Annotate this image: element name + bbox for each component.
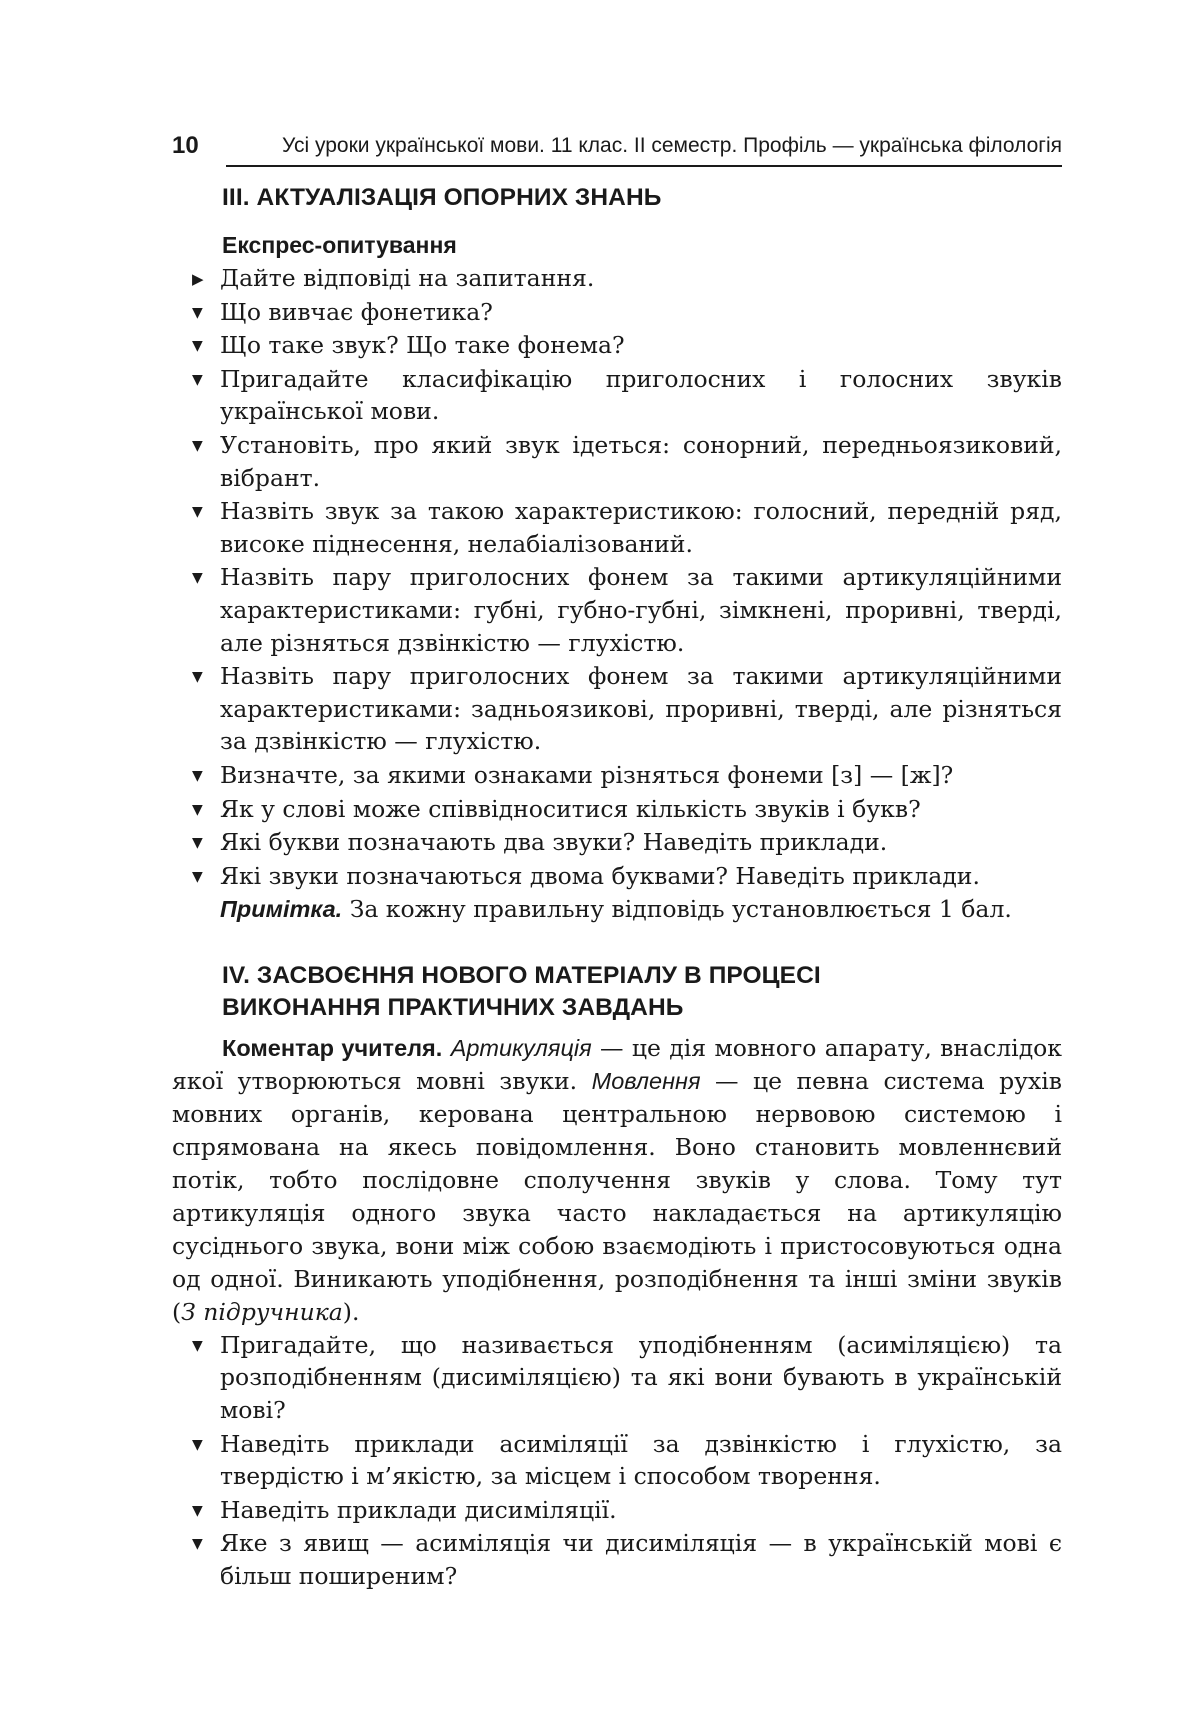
list-item <box>172 1527 1062 1592</box>
triangle-down-icon: ▼ <box>192 437 203 454</box>
list-item-text: Визначте, за якими ознаками різняться фонеми [з] — [ж]? <box>220 760 954 789</box>
list-item <box>172 1428 1062 1493</box>
list-item <box>172 262 1062 295</box>
teacher-comment-label: Коментар учителя. <box>222 1034 443 1061</box>
list-item-text: Назвіть звук за такою характеристикою: голосний, передній ряд, високе піднесення, нелабіалізований. <box>220 497 1062 558</box>
triangle-down-icon: ▼ <box>192 371 203 388</box>
triangle-down-icon: ▼ <box>192 570 203 587</box>
list-item-text: Назвіть пару приголосних фонем за такими артикуляційними характеристиками: задньоязикові, проривні, тверді, але різняться за дзвінкістю — глухістю. <box>220 662 1062 756</box>
triangle-down-icon: ▼ <box>192 767 203 784</box>
triangle-down-icon: ▼ <box>192 504 203 521</box>
list-item-text: Що вивчає фонетика? <box>220 297 493 326</box>
list-item-text: Яке з явищ — асиміляція чи дисиміляція — в українській мові є більш поширеним? <box>220 1529 1062 1591</box>
page-content <box>172 182 1062 1594</box>
list-item-text: Наведіть приклади асиміляції за дзвінкістю і глухістю, за твердістю і м’якістю, за місцем і способом творення. <box>220 1429 1062 1491</box>
running-head <box>172 130 1062 166</box>
triangle-down-icon: ▼ <box>192 835 203 852</box>
list-item-text: Пригадайте, що називається уподібненням (асиміляцією) та розподібненням (дисиміляцією) та які вони бувають в українській мові? <box>220 1330 1062 1425</box>
list-item <box>172 860 1062 893</box>
triangle-down-icon: ▼ <box>192 669 203 686</box>
list-item <box>172 495 1062 560</box>
list-item-text: Які букви позначають два звуки? Наведіть приклади. <box>220 828 888 857</box>
triangle-down-icon: ▼ <box>192 801 203 818</box>
page-number: 10 <box>172 132 199 159</box>
note-text: За кожну правильну відповідь установлюється 1 бал. <box>342 895 1012 924</box>
triangle-right-icon: ▶ <box>192 270 204 288</box>
list-item-text: Наведіть приклади дисиміляції. <box>220 1495 617 1524</box>
list-item <box>172 561 1062 659</box>
list-item <box>172 296 1062 329</box>
paragraph-text: — це дія мовного апарату, внаслідок якої утворюються мовні звуки. <box>172 1033 1062 1095</box>
list-item-text: Пригадайте класифікацію приголосних і голосних звуків української мови. <box>220 364 1062 426</box>
triangle-down-icon: ▼ <box>192 304 203 321</box>
practice-questions-list <box>172 1329 1062 1593</box>
scoring-note <box>172 893 1062 926</box>
list-item-text: Назвіть пару приголосних фонем за такими артикуляційними характеристиками: губні, губно-губні, зімкнені, проривні, тверді, але різняться дзвінкістю — глухістю. <box>220 563 1062 657</box>
triangle-down-icon: ▼ <box>192 868 203 885</box>
triangle-down-icon: ▼ <box>192 338 203 355</box>
list-item <box>172 793 1062 826</box>
term-speech: Мовлення <box>591 1067 701 1094</box>
list-item <box>172 660 1062 758</box>
section-4-heading <box>222 960 1062 1024</box>
section-4-heading-line-2: ВИКОНАННЯ ПРАКТИЧНИХ ЗАВДАНЬ <box>222 993 684 1021</box>
list-item <box>172 826 1062 859</box>
triangle-down-icon: ▼ <box>192 1436 203 1453</box>
paragraph-text: ). <box>342 1297 360 1326</box>
section-3-heading: ІІІ. АКТУАЛІЗАЦІЯ ОПОРНИХ ЗНАНЬ <box>222 184 662 211</box>
source-reference: З підручника <box>181 1297 343 1326</box>
list-item <box>172 329 1062 362</box>
list-item <box>172 1494 1062 1527</box>
term-articulation: Артикуляція <box>450 1034 592 1061</box>
section-4-heading-line-1: IV. ЗАСВОЄННЯ НОВОГО МАТЕРІАЛУ В ПРОЦЕСІ <box>222 961 821 989</box>
triangle-down-icon: ▼ <box>192 1536 203 1553</box>
list-item-text: Дайте відповіді на запитання. <box>220 264 595 292</box>
section-3-subheading: Експрес-опитування <box>222 232 457 258</box>
teacher-comment-paragraph <box>172 1032 1062 1329</box>
list-item <box>172 759 1062 792</box>
list-item <box>172 1329 1062 1427</box>
header-rule <box>226 165 1062 167</box>
note-label: Примітка. <box>220 896 343 923</box>
list-item <box>172 429 1062 494</box>
list-item-text: Що таке звук? Що таке фонема? <box>220 331 625 360</box>
triangle-down-icon: ▼ <box>192 1337 203 1354</box>
triangle-down-icon: ▼ <box>192 1502 203 1519</box>
express-quiz-list <box>172 262 1062 892</box>
paragraph-text: — це певна система рухів мовних органів, керована центральною нервовою системою і спрямована на якесь повідомлення. Воно становить мовленнєвий потік, тобто послідовне сполучення звуків у слова. Тому тут артикуляція одного звука часто накладається на артикуляцію сусіднього звука, вони між собою взаємодіють і пристосовуються одна од одної. Виникають уподібнення, розподібнення та інші зміни звуків ( <box>172 1066 1062 1326</box>
list-item-text: Як у слові може співвідноситися кількість звуків і букв? <box>220 794 921 823</box>
list-item-text: Які звуки позначаються двома буквами? Наведіть приклади. <box>220 861 980 890</box>
list-item <box>172 363 1062 428</box>
list-item-text: Установіть, про який звук ідеться: сонорний, передньоязиковий, вібрант. <box>220 430 1062 492</box>
running-title: Усі уроки української мови. 11 клас. ІІ семестр. Профіль — українська філологія <box>282 134 1062 157</box>
